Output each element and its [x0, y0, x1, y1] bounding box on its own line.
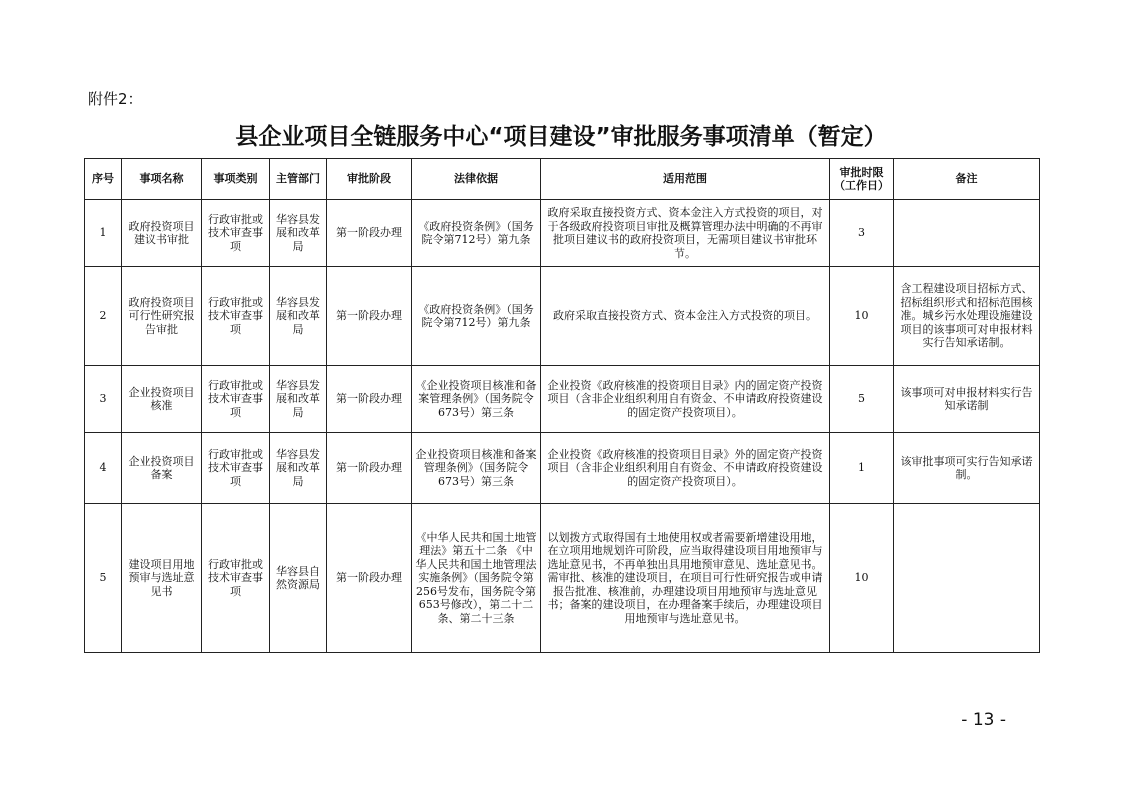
cell-law: 《中华人民共和国土地管理法》第五十二条 《中华人民共和国土地管理法实施条例》（国务院令第256号发布，国务院令第 653号修改），第二十二条、第二十三条: [412, 504, 541, 653]
cell-name: 企业投资项目备案: [122, 433, 202, 504]
cell-law: 《政府投资条例》（国务院令第712号）第九条: [412, 200, 541, 267]
cell-no: 5: [85, 504, 122, 653]
cell-note: [894, 200, 1040, 267]
column-header: 适用范围: [541, 159, 830, 200]
column-header: 审批阶段: [327, 159, 412, 200]
cell-scope: 政府采取直接投资方式、资本金注入方式投资的项目，对于各级政府投资项目审批及概算管理办法中明确的不再审批项目建议书的政府投资项目，无需项目建议书审批环节。: [541, 200, 830, 267]
column-header: 事项名称: [122, 159, 202, 200]
cell-stage: 第一阶段办理: [327, 267, 412, 366]
cell-category: 行政审批或技术审查事项: [202, 267, 270, 366]
cell-dept: 华容县发展和改革局: [270, 200, 327, 267]
document-title: 县企业项目全链服务中心“项目建设”审批服务事项清单（暂定）: [235, 124, 887, 150]
cell-name: 政府投资项目可行性研究报告审批: [122, 267, 202, 366]
cell-note: 含工程建设项目招标方式、招标组织形式和招标范围核准。城乡污水处理设施建设项目的该事项可对申报材料实行告知承诺制。: [894, 267, 1040, 366]
cell-law: 《政府投资条例》（国务院令第712号）第九条: [412, 267, 541, 366]
cell-category: 行政审批或技术审查事项: [202, 504, 270, 653]
cell-law: 企业投资项目核准和备案管理条例》（国务院令 673号）第三条: [412, 433, 541, 504]
cell-dept: 华容县发展和改革局: [270, 267, 327, 366]
cell-stage: 第一阶段办理: [327, 504, 412, 653]
cell-no: 4: [85, 433, 122, 504]
cell-dept: 华容县自然资源局: [270, 504, 327, 653]
cell-no: 1: [85, 200, 122, 267]
table-row: [85, 267, 1040, 366]
cell-law: 《企业投资项目核准和备案管理条例》（国务院令673号）第三条: [412, 366, 541, 433]
column-header: 序号: [85, 159, 122, 200]
table-row: [85, 433, 1040, 504]
cell-no: 2: [85, 267, 122, 366]
cell-dept: 华容县发展和改革局: [270, 433, 327, 504]
cell-scope: 以划拨方式取得国有土地使用权或者需要新增建设用地，在立项用地规划许可阶段，应当取得建设项目用地预审与选址意见书，不再单独出具用地预审意见、选址意见书。需审批、核准的建设项目，在项目可行性研究报告或申请报告批准、核准前，办理建设项目用地预审与选址意见书；备案的建设项目，在办理备案手续后，办理建设项目用地预审与选址意见书。: [541, 504, 830, 653]
table-header-row: [85, 159, 1040, 200]
cell-days: 1: [830, 433, 894, 504]
cell-dept: 华容县发展和改革局: [270, 366, 327, 433]
table-row: [85, 366, 1040, 433]
cell-category: 行政审批或技术审查事项: [202, 200, 270, 267]
attachment-label: 附件2：: [88, 90, 143, 108]
cell-stage: 第一阶段办理: [327, 433, 412, 504]
column-header: 备注: [894, 159, 1040, 200]
cell-scope: 企业投资《政府核准的投资项目目录》内的固定资产投资项目（含非企业组织利用自有资金、不申请政府投资建设的固定资产投资项目）。: [541, 366, 830, 433]
table-row: [85, 200, 1040, 267]
cell-note: 该审批事项可实行告知承诺制。: [894, 433, 1040, 504]
cell-category: 行政审批或技术审查事项: [202, 433, 270, 504]
page-number: - 13 -: [961, 710, 1006, 730]
cell-no: 3: [85, 366, 122, 433]
cell-name: 企业投资项目核准: [122, 366, 202, 433]
cell-scope: 政府采取直接投资方式、资本金注入方式投资的项目。: [541, 267, 830, 366]
column-header: 主管部门: [270, 159, 327, 200]
column-header: 事项类别: [202, 159, 270, 200]
cell-name: 建设项目用地预审与选址意见书: [122, 504, 202, 653]
cell-days: 10: [830, 504, 894, 653]
cell-name: 政府投资项目建议书审批: [122, 200, 202, 267]
column-header: 审批时限（工作日）: [830, 159, 894, 200]
cell-scope: 企业投资《政府核准的投资项目目录》外的固定资产投资项目（含非企业组织利用自有资金、不申请政府投资建设的固定资产投资项目）。: [541, 433, 830, 504]
cell-note: 该事项可对申报材料实行告知承诺制: [894, 366, 1040, 433]
cell-days: 3: [830, 200, 894, 267]
column-header: 法律依据: [412, 159, 541, 200]
cell-note: [894, 504, 1040, 653]
cell-category: 行政审批或技术审查事项: [202, 366, 270, 433]
cell-days: 10: [830, 267, 894, 366]
cell-stage: 第一阶段办理: [327, 200, 412, 267]
approval-items-table: [84, 158, 1040, 653]
table-row: [85, 504, 1040, 653]
cell-stage: 第一阶段办理: [327, 366, 412, 433]
cell-days: 5: [830, 366, 894, 433]
